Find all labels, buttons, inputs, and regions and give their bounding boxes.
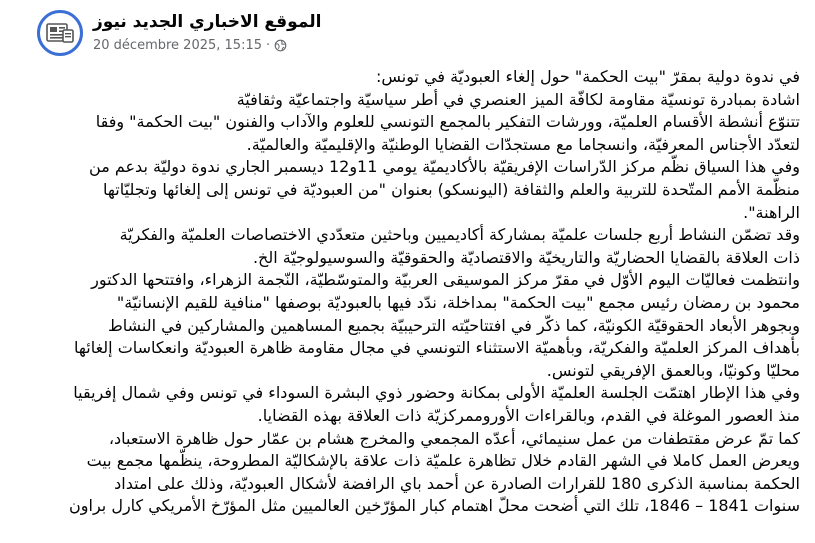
page-name[interactable]: الموقع الاخباري الجديد نيوز — [93, 12, 322, 32]
post-line: سنوات 1841 – 1846، تلك التي أضحت محلّ اهتمام كبار المؤرّخين العالميين مثل المؤرّخ الأمريكي كارل براون — [69, 496, 800, 516]
page-avatar[interactable] — [37, 10, 83, 56]
post-meta — [93, 38, 287, 53]
post-line: وفي هذا السياق نظّم مركز الدّراسات الإفريقيّة بالأكاديميّة يومي 11و12 ديسمبر الجاري ندوة دوليّة بدعم من — [89, 157, 800, 177]
globe-icon[interactable] — [274, 39, 287, 52]
post-line: محمود بن رمضان رئيس مجمع "بيت الحكمة" بمداخلة، ندّد فيها بالعبوديّة بوصفها "منافية للقيم الإنسانيّة" — [116, 292, 800, 312]
post-line: لتعدّد الأجناس المعرفيّة، وانسجاما مع مستجدّات القضايا الوطنيّة والإقليميّة والعالميّة. — [246, 134, 800, 154]
newspaper-icon — [45, 21, 75, 45]
post-line: منظّمة الأمم المتّحدة للتربية والعلم والثقافة (اليونسكو) بعنوان "من العبوديّة في تونس إلى إلغائها وتجليّاتها — [103, 179, 800, 199]
post-line: اشادة بمبادرة تونسيّة مقاومة لكافّة الميز العنصري في أطر سياسيّة واجتماعيّة وثقافيّة — [236, 89, 800, 109]
post-line: وفي هذا الإطار اهتمّت الجلسة العلميّة الأولى بمكانة وحضور ذوي البشرة السوداء في تونس وفي شمال إفريقيا — [73, 383, 800, 403]
post-body — [0, 66, 800, 518]
post-line: بأهداف المركز العلميّة والفكريّة، وبأهميّة الاستثناء التونسي في مجال مقاومة ظاهرة العبوديّة وانعكاسات إلغائها — [74, 338, 800, 358]
post-line: تتنوّع أنشطة الأقسام العلميّة، وورشات التفكير بالمجمع التونسي للعلوم والآداب والفنون "بيت الحكمة" وفقا — [95, 112, 800, 132]
post-line: ويعرض العمل كاملا في الشهر القادم خلال تظاهرة علميّة ذات علاقة بالإشكاليّة المطروحة، ينظّمها مجمع بيت — [86, 451, 800, 471]
post-line: منذ العصور الموغلة في القدم، وبالقراءات الأوروممركزيّة ذات العلاقة بهذه القضايا. — [257, 405, 800, 425]
post-line: وانتظمت فعاليّات اليوم الأوّل في مقرّ مركز الموسيقى العربيّة والمتوسّطيّة، النّجمة الزهراء، وافتتحها الدكتور — [91, 270, 800, 290]
post-line: وقد تضمّن النشاط أربع جلسات علميّة بمشاركة أكاديميين وباحثين متعدّدي الاختصاصات العلميّة والفكريّة — [119, 225, 800, 245]
post-line: محليّا وكونيّا، وبالعمق الإفريقي لتونس. — [546, 360, 800, 380]
post-line: وبجوهر الأبعاد الحقوقيّة الكونيّة، كما ذكّر في افتتاحيّته الترحيبيّة بجميع المساهمين والمشاركين في النشاط — [107, 315, 800, 335]
post-line: الراهنة". — [743, 202, 800, 222]
post-timestamp[interactable]: 20 décembre 2025, 15:15 — [93, 38, 262, 53]
meta-separator: · — [266, 38, 271, 53]
post-line: الحكمة بمناسبة الذكرى 180 للقرارات الصادرة عن أحمد باي الرافضة لأشكال العبوديّة، وذلك على امتداد — [114, 473, 800, 493]
post-line: ذات العلاقة بالقضايا الحضاريّة والتاريخيّة والاقتصاديّة والحقوقيّة والسوسيولوجيّة الخ. — [252, 247, 800, 267]
post-line: في ندوة دولية بمقرّ "بيت الحكمة" حول إلغاء العبوديّة في تونس: — [375, 67, 800, 86]
post-line: كما تمّ عرض مقتطفات من عمل سنيمائي، أعدّه المجمعي والمخرج هشام بن عمّار حول ظاهرة الاستعباد، — [108, 428, 800, 448]
